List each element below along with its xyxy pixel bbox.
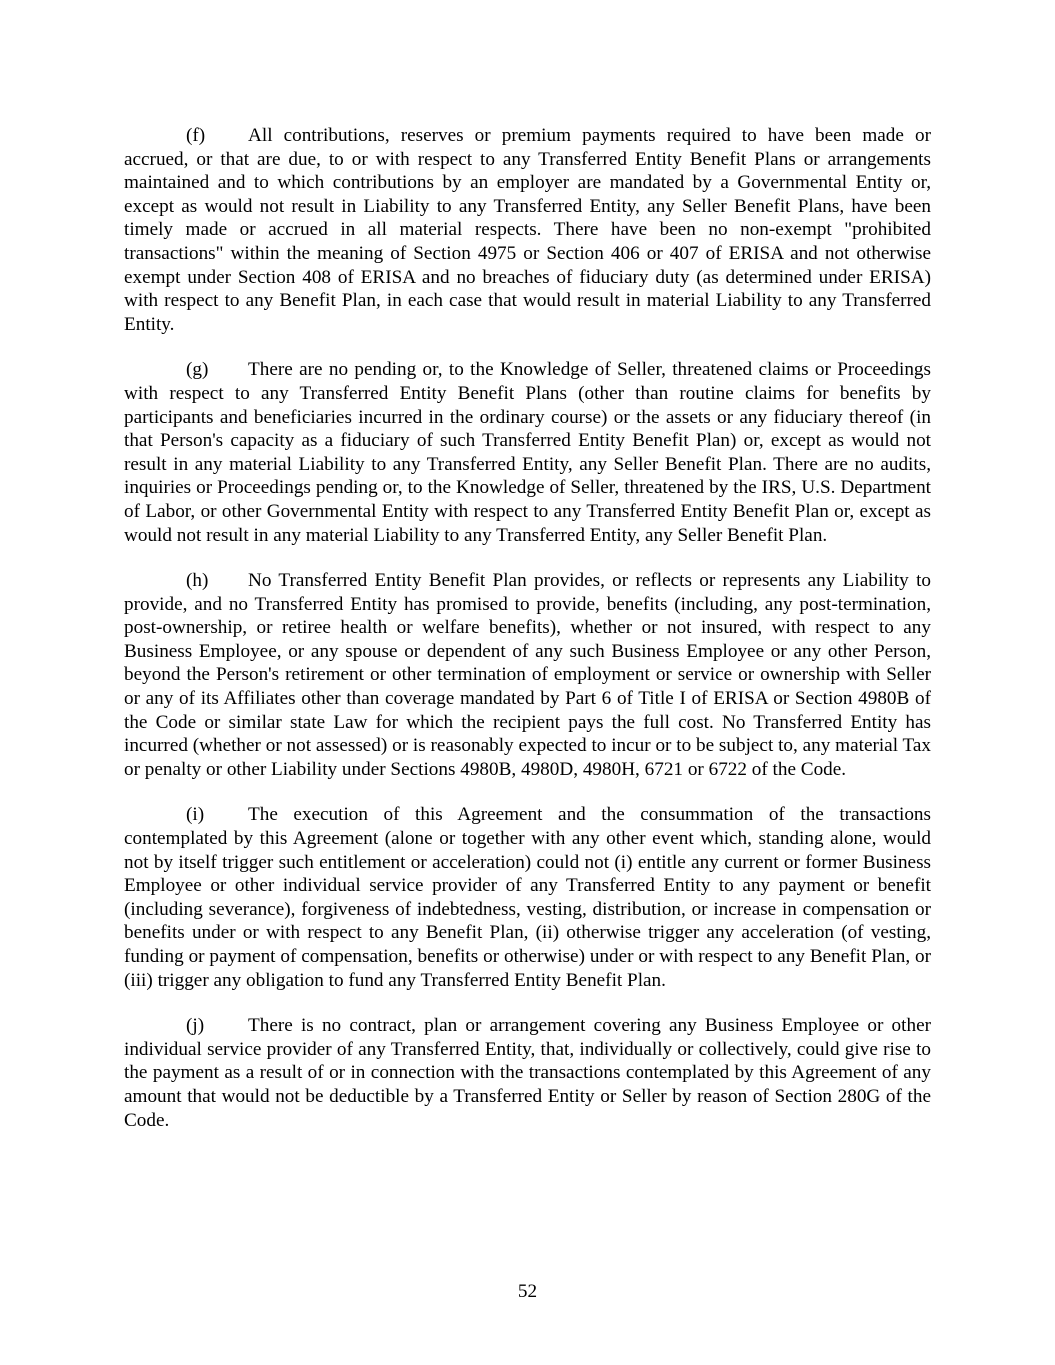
- paragraph-label: (i): [186, 804, 205, 826]
- paragraph-label: (h): [186, 570, 209, 592]
- paragraph-label: (j): [186, 1015, 205, 1037]
- paragraph-text: There is no contract, plan or arrangement covering any Business Employee or other individual service provider of any Transferred Entity, that, individually or collectively, could give rise to the payment as a result of or in connection with the transactions contemplated by this Agreement of any amount that would not be deductible by a Transferred Entity or Seller by reason of Section 280G of the Code.: [124, 1015, 931, 1131]
- paragraph-h: [124, 569, 931, 781]
- paragraph-text: The execution of this Agreement and the consummation of the transactions contemplated by this Agreement (alone or together with any other event which, standing alone, would not by itself trigger such entitlement or acceleration) could not (i) entitle any current or former Business Employee or other individual service provider of any Transferred Entity to any payment or benefit (including severance), forgiveness of indebtedness, vesting, distribution, or increase in compensation or benefits under or with respect to any Benefit Plan, (ii) otherwise trigger any acceleration (of vesting, funding or payment of compensation, benefits or otherwise) under or with respect to any Benefit Plan, or (iii) trigger any obligation to fund any Transferred Entity Benefit Plan.: [124, 804, 931, 991]
- paragraph-label: (f): [186, 125, 206, 146]
- paragraph-j: [124, 1014, 931, 1132]
- paragraph-text: There are no pending or, to the Knowledge of Seller, threatened claims or Proceedings with respect to any Transferred Entity Benefit Plans (other than routine claims for benefits by participants and beneficiaries incurred in the ordinary course) or the assets or any fiduciary thereof (in that Person's capacity as a fiduciary of such Transferred Entity Benefit Plan) or, except as would not result in any material Liability to any Transferred Entity, any Seller Benefit Plan. There are no audits, inquiries or Proceedings pending or, to the Knowledge of Seller, threatened by the IRS, U.S. Department of Labor, or other Governmental Entity with respect to any Transferred Entity Benefit Plan or, except as would not result in any material Liability to any Transferred Entity, any Seller Benefit Plan.: [124, 359, 931, 546]
- paragraph-label: (g): [186, 359, 209, 381]
- page-number: 52: [517, 1281, 538, 1302]
- paragraph-text: No Transferred Entity Benefit Plan provides, or reflects or represents any Liability to provide, and no Transferred Entity has promised to provide, benefits (including, any post-termination, post-ownership, or retiree health or welfare benefits), whether or not insured, with respect to any Business Employee, or any spouse or dependent of any such Business Employee or any other Person, beyond the Person's retirement or other termination of employment or service or ownership with Seller or any of its Affiliates other than coverage mandated by Part 6 of Title I of ERISA or Section 4980B of the Code or similar state Law for which the recipient pays the full cost. No Transferred Entity has incurred (whether or not assessed) or is reasonably expected to incur or to be subject to, any material Tax or penalty or other Liability under Sections 4980B, 4980D, 4980H, 6721 or 6722 of the Code.: [124, 570, 931, 780]
- paragraph-i: [124, 803, 931, 992]
- paragraph-text: All contributions, reserves or premium payments required to have been made or accrued, or that are due, to or with respect to any Transferred Entity Benefit Plans or arrangements maintained and to which contributions by an employer are mandated by a Governmental Entity or, except as would not result in Liability to any Transferred Entity, any Seller Benefit Plans, have been timely made or accrued in all material respects. There have been no non-exempt "prohibited transactions" within the meaning of Section 4975 or Section 406 or 407 of ERISA and not otherwise exempt under Section 408 of ERISA and no breaches of fiduciary duty (as determined under ERISA) with respect to any Benefit Plan, in each case that would result in material Liability to any Transferred Entity.: [124, 125, 931, 335]
- paragraph-f: [124, 124, 931, 336]
- paragraph-g: [124, 358, 931, 547]
- document-body: [124, 124, 931, 1154]
